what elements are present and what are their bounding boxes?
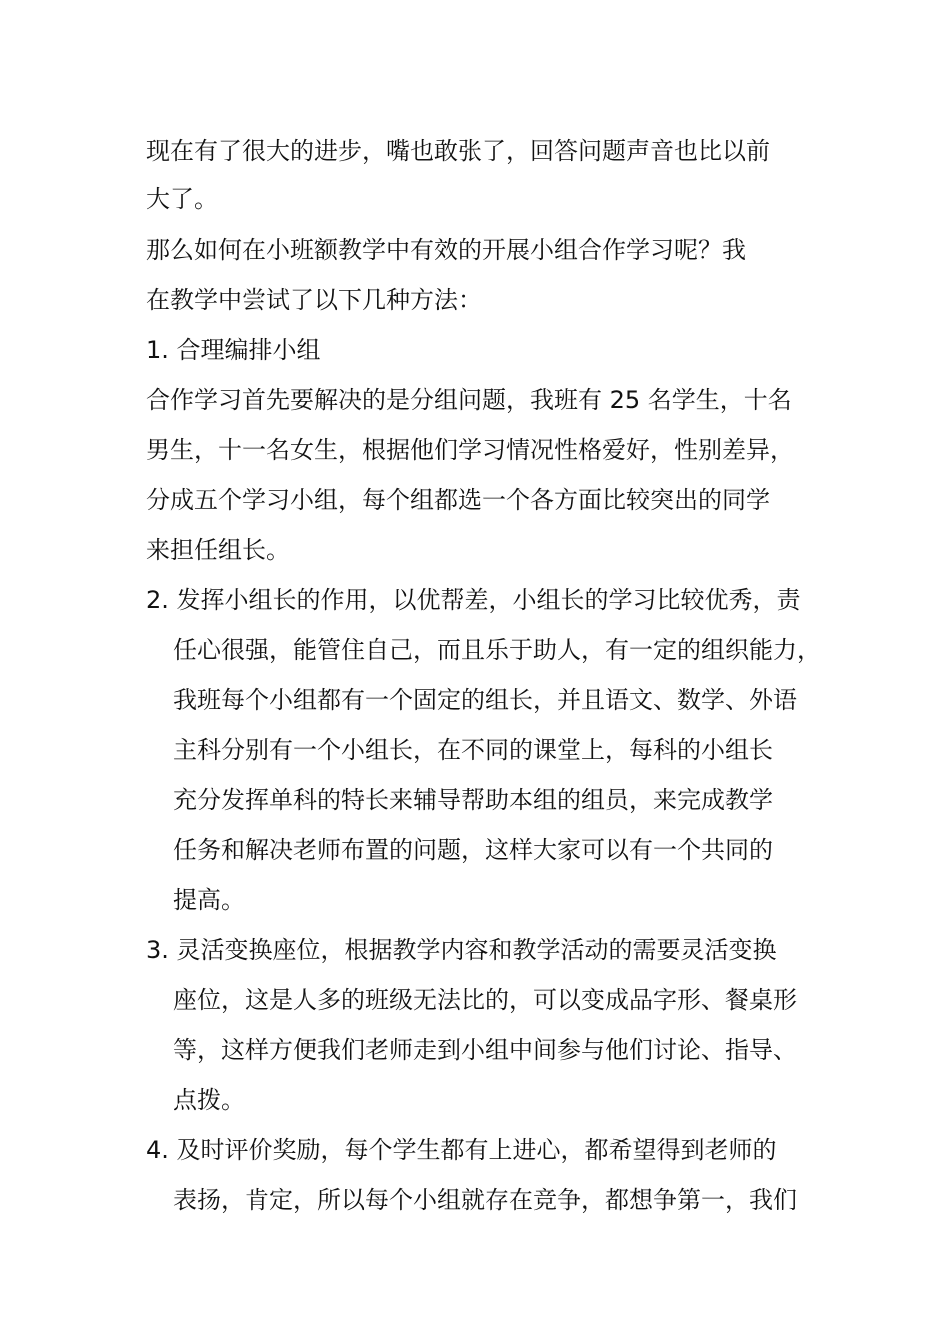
list-item: 4. 及时评价奖励，每个学生都有上进心，都希望得到老师的 <box>146 1136 777 1164</box>
text-line: 任心很强，能管住自己，而且乐于助人，有一定的组织能力， <box>173 636 821 664</box>
text-line: 分成五个学习小组，每个组都选一个各方面比较突出的同学 <box>146 486 770 514</box>
text-line: 大了。 <box>146 185 218 213</box>
list-item: 2. 发挥小组长的作用，以优帮差，小组长的学习比较优秀，责 <box>146 586 801 614</box>
text-line: 合作学习首先要解决的是分组问题，我班有 25 名学生，十名 <box>146 386 792 414</box>
text-line: 提高。 <box>173 886 245 914</box>
text-line: 那么如何在小班额教学中有效的开展小组合作学习呢？我 <box>146 236 746 264</box>
text-line: 等，这样方便我们老师走到小组中间参与他们讨论、指导、 <box>173 1036 797 1064</box>
text-line: 主科分别有一个小组长，在不同的课堂上，每科的小组长 <box>173 736 773 764</box>
text-line: 现在有了很大的进步，嘴也敢张了，回答问题声音也比以前 <box>146 137 770 165</box>
text-line: 点拨。 <box>173 1086 245 1114</box>
text-line: 来担任组长。 <box>146 536 290 564</box>
text-line: 任务和解决老师布置的问题，这样大家可以有一个共同的 <box>173 836 773 864</box>
text-line: 我班每个小组都有一个固定的组长，并且语文、数学、外语 <box>173 686 797 714</box>
text-line: 充分发挥单科的特长来辅导帮助本组的组员，来完成教学 <box>173 786 773 814</box>
text-line: 在教学中尝试了以下几种方法： <box>146 286 482 314</box>
text-line: 男生，十一名女生，根据他们学习情况性格爱好，性别差异， <box>146 436 794 464</box>
text-line: 座位，这是人多的班级无法比的，可以变成品字形、餐桌形 <box>173 986 797 1014</box>
list-item: 3. 灵活变换座位，根据教学内容和教学活动的需要灵活变换 <box>146 936 777 964</box>
list-item-heading: 1. 合理编排小组 <box>146 336 321 364</box>
text-line: 表扬，肯定，所以每个小组就存在竞争，都想争第一，我们 <box>173 1186 797 1214</box>
